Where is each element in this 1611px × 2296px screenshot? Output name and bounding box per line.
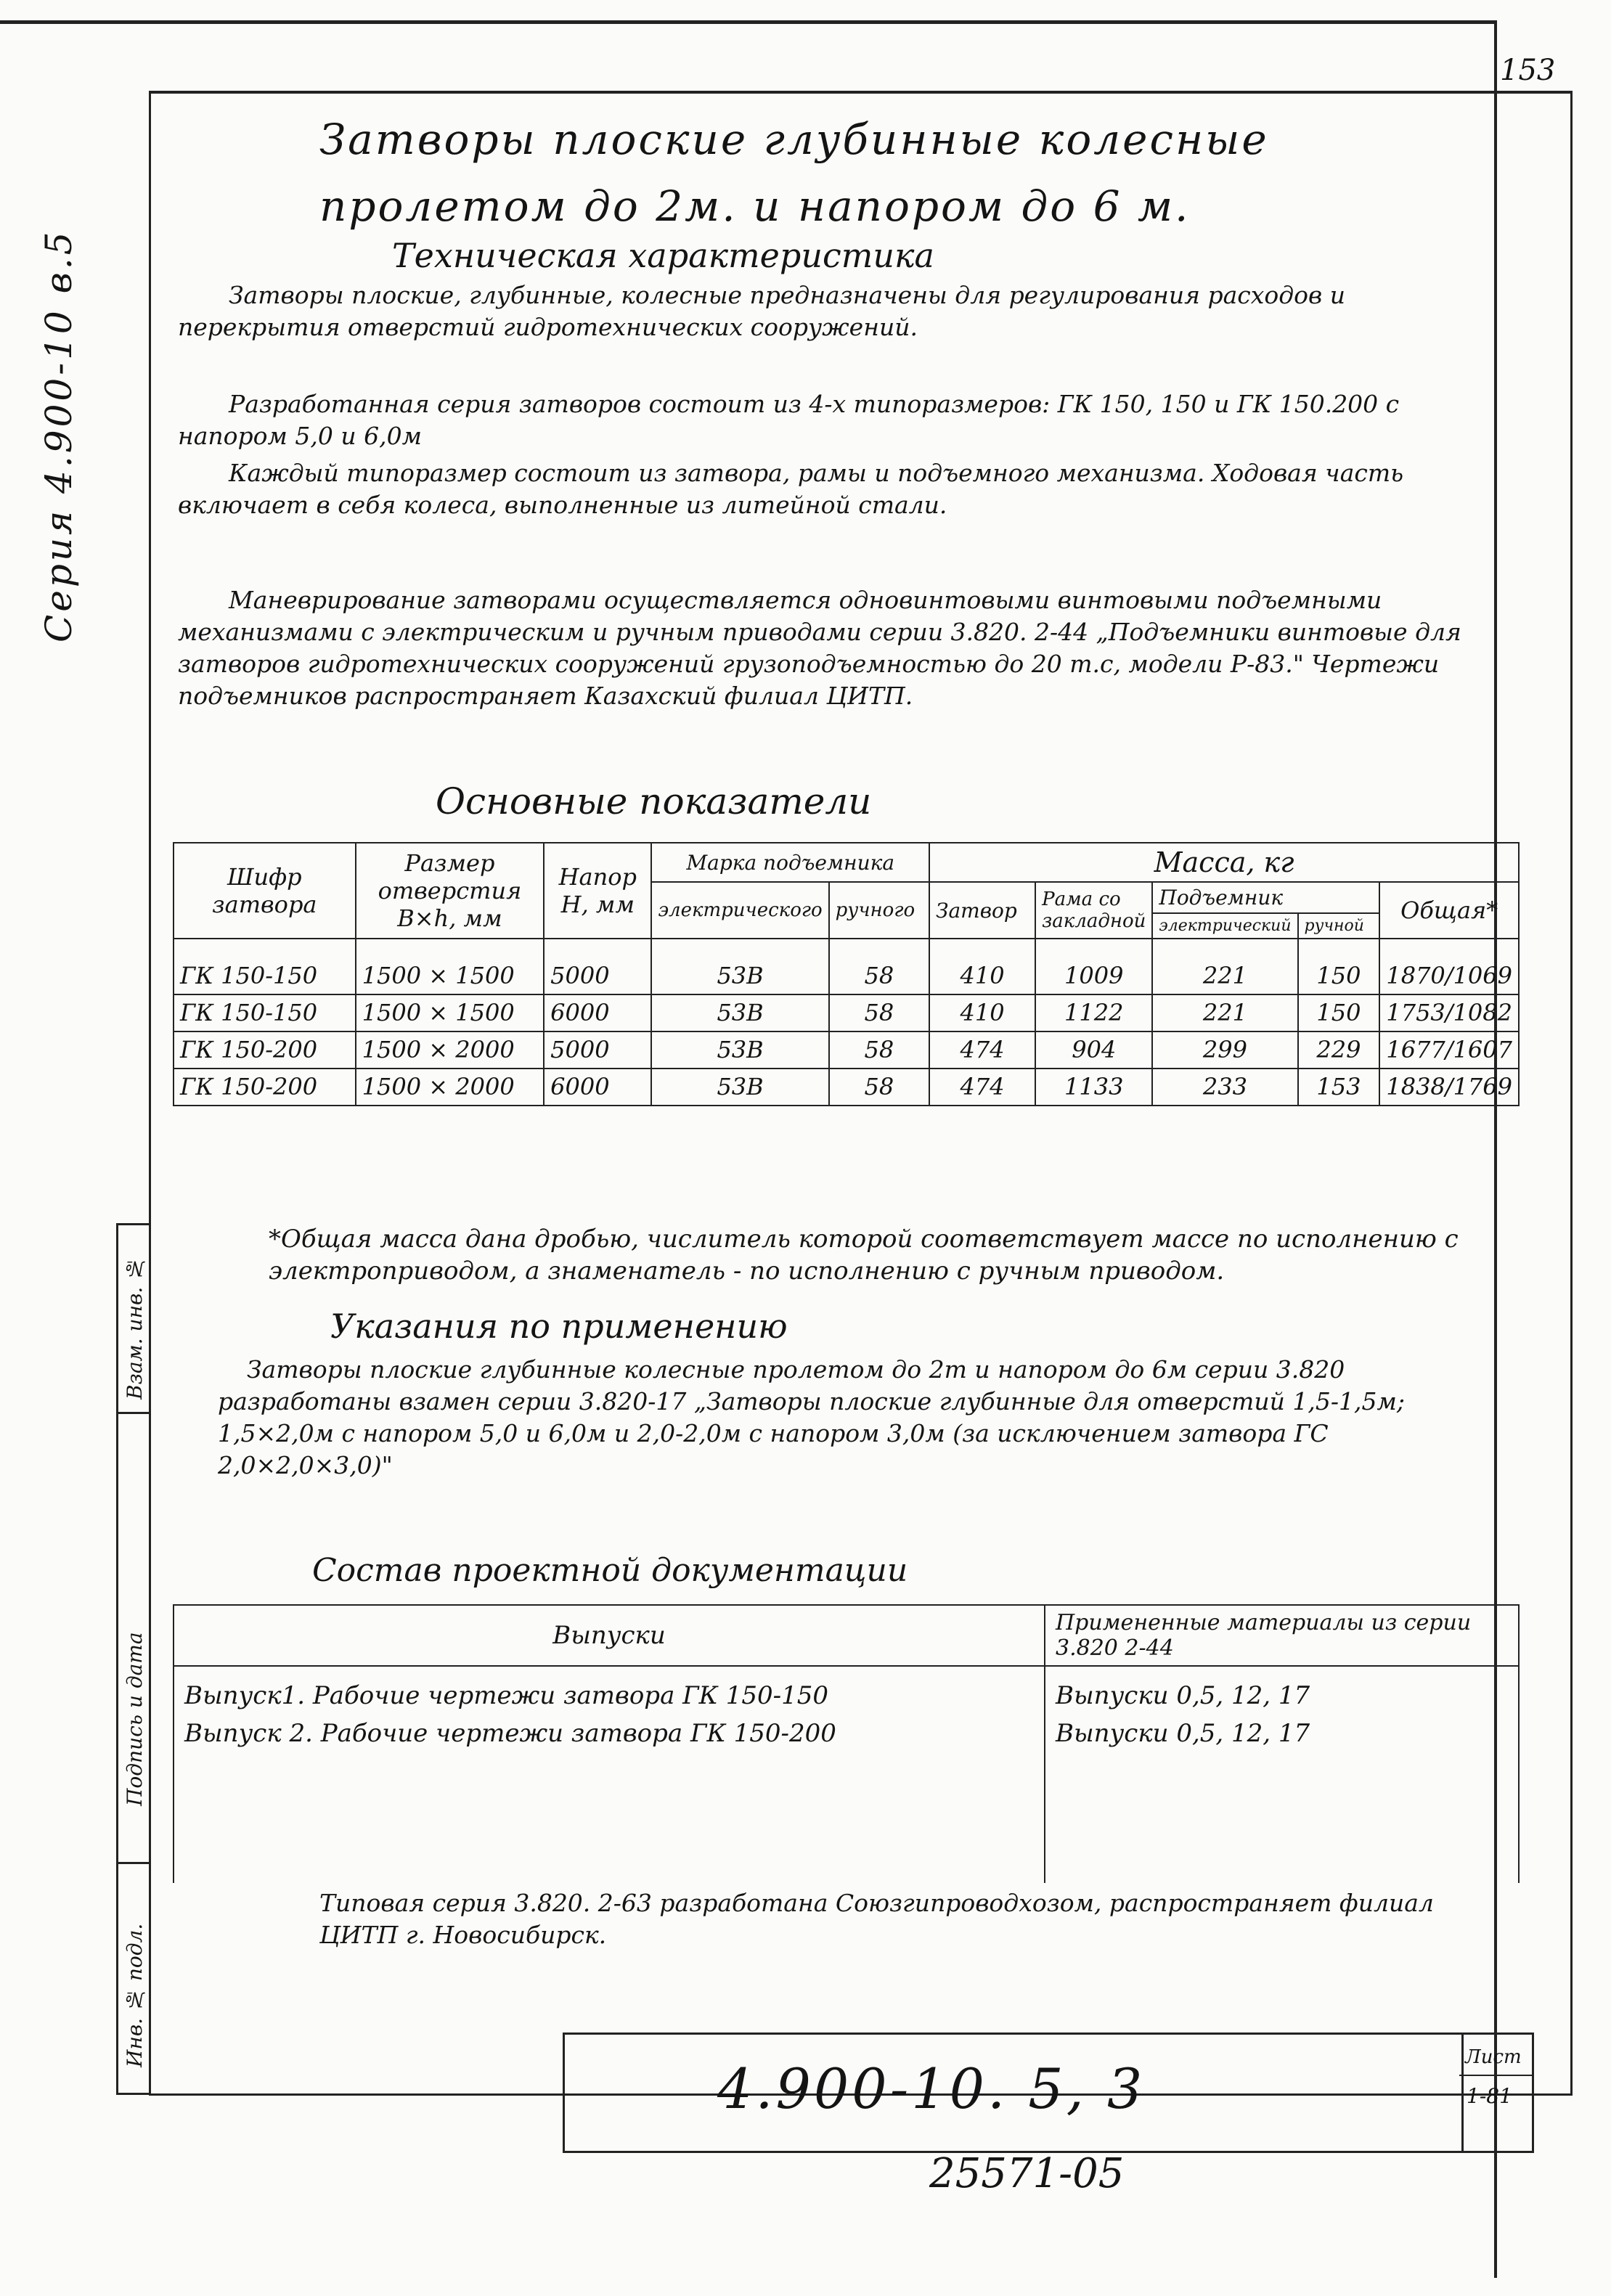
col-marka: Марка подъемника: [651, 843, 929, 882]
paragraph-4: Маневрирование затворами осуществляется одновинтовыми винтовыми подъемными механизмами с электрическим и ручным приводами серии 3.820. 2-44 „Подъемники винтовые для затворов гидротехнических сооружений грузоподъемностью до 20 т.с, модели Р-83." Чертежи подъемников распространяет Казахский филиал ЦИТП.: [178, 586, 1461, 710]
side-label-podpis: Подпись и дата: [123, 1632, 147, 1806]
table-row: [174, 1069, 1519, 1106]
col-pod-ru: ручной: [1298, 913, 1380, 939]
cell: 1677/1607: [1379, 1031, 1519, 1069]
indicators-table: [173, 842, 1520, 1106]
cell: 221: [1152, 939, 1297, 994]
cell: 53В: [651, 994, 828, 1031]
tech-heading: Техническая характеристика: [392, 236, 934, 275]
cell: 229: [1298, 1031, 1380, 1069]
docs-row: [174, 1666, 1519, 1715]
cell: 58: [829, 994, 929, 1031]
cell: 1500 × 1500: [356, 939, 545, 994]
col-napor: Напор H, мм: [544, 843, 651, 939]
usage-text: Затворы плоские глубинные колесные пролетом до 2m и напором до 6м серии 3.820 разработаны взамен серии 3.820-17 „Затворы плоские глубинные для отверстий 1,5-1,5м; 1,5×2,0м с напором 5,0 и 6,0м и 2,0-2,0м с напором 3,0м (за исключением затвора ГС 2,0×2,0×3,0)": [218, 1355, 1405, 1479]
col-razmer: Размер отверстия B×h, мм: [356, 843, 545, 939]
table-row: [174, 994, 1519, 1031]
series-side-label: Серия 4.900-10 в.5: [38, 229, 80, 642]
docs-materials: Выпуски 0,5, 12, 17: [1045, 1715, 1519, 1883]
cell: 150: [1298, 994, 1380, 1031]
table-row: [174, 939, 1519, 994]
paragraph-3: Каждый типоразмер состоит из затвора, рамы и подъемного механизма. Ходовая часть включает в себя колеса, выполненные из литейной стали.: [178, 459, 1404, 519]
docs-table: [173, 1604, 1520, 1883]
paragraph-1: Затворы плоские, глубинные, колесные предназначены для регулирования расходов и перекрытия отверстий гидротехнических сооружений.: [178, 281, 1345, 341]
col-zatvor: Затвор: [929, 882, 1035, 939]
cell: ГК 150-150: [174, 939, 356, 994]
title-block: [563, 2033, 1464, 2153]
title-block-sheet: [1459, 2033, 1534, 2153]
cell: 1500 × 1500: [356, 994, 545, 1031]
side-label-inv: Инв. № подл.: [123, 1923, 147, 2067]
table-row: [174, 1031, 1519, 1069]
paragraph-2: Разработанная серия затворов состоит из 4-х типоразмеров: ГК 150, 150 и ГК 150.200 с напором 5,0 и 6,0м: [178, 390, 1400, 450]
frame-top-border: [0, 20, 1496, 24]
cell: 6000: [544, 1069, 651, 1106]
cell: 221: [1152, 994, 1297, 1031]
cell: 1133: [1035, 1069, 1152, 1106]
cell: 410: [929, 994, 1035, 1031]
cell: ГК 150-150: [174, 994, 356, 1031]
col-shifr: Шифр затвора: [174, 843, 356, 939]
bottom-note: Типовая серия 3.820. 2-63 разработана Союзгипроводхозом, распространяет филиал ЦИТП г. Новосибирск.: [319, 1889, 1434, 1949]
col-rama: Рама со закладной: [1035, 882, 1152, 939]
sheet-number: 1-81: [1467, 2084, 1512, 2108]
docs-row: [174, 1715, 1519, 1883]
table-footnote: *Общая масса дана дробью, числитель которой соответствует массе по исполнению с электроприводом, а знаменатель - по исполнению с ручным приводом.: [269, 1225, 1459, 1286]
col-ruch: ручного: [829, 882, 929, 939]
cell: ГК 150-200: [174, 1031, 356, 1069]
indicators-heading: Основные показатели: [436, 780, 872, 822]
cell: 299: [1152, 1031, 1297, 1069]
cell: 5000: [544, 1031, 651, 1069]
cell: 1838/1769: [1379, 1069, 1519, 1106]
docs-heading: Состав проектной документации: [312, 1552, 908, 1589]
col-podem: Подъемник: [1152, 882, 1379, 913]
cell: 150: [1298, 939, 1380, 994]
cell: 53В: [651, 1069, 828, 1106]
col-massa: Масса, кг: [929, 843, 1519, 882]
cell: 58: [829, 939, 929, 994]
cell: 5000: [544, 939, 651, 994]
drawing-code: 4.900-10. 5, 3: [717, 2056, 1146, 2121]
side-stamp-strip: [116, 1223, 151, 2095]
docs-materials: Выпуски 0,5, 12, 17: [1045, 1666, 1519, 1715]
cell: 58: [829, 1069, 929, 1106]
cell: 153: [1298, 1069, 1380, 1106]
col-pod-el: электрический: [1152, 913, 1297, 939]
cell: 1500 × 2000: [356, 1069, 545, 1106]
cell: 58: [829, 1031, 929, 1069]
title-line-1: Затворы плоские глубинные колесные: [319, 115, 1269, 164]
col-elektr: электрического: [651, 882, 828, 939]
cell: 233: [1152, 1069, 1297, 1106]
cell: 1009: [1035, 939, 1152, 994]
docs-issue: Выпуск1. Рабочие чертежи затвора ГК 150-150: [174, 1666, 1045, 1715]
side-label-vzam: Взам. инв. №: [123, 1256, 147, 1400]
cell: 1870/1069: [1379, 939, 1519, 994]
usage-heading: Указания по применению: [330, 1307, 788, 1346]
cell: 1500 × 2000: [356, 1031, 545, 1069]
docs-header-right: Примененные материалы из серии 3.820 2-44: [1045, 1605, 1519, 1666]
cell: 53В: [651, 939, 828, 994]
cell: 1753/1082: [1379, 994, 1519, 1031]
title-line-2: пролетом до 2м. и напором до 6 м.: [319, 181, 1191, 231]
cell: 410: [929, 939, 1035, 994]
cell: ГК 150-200: [174, 1069, 356, 1106]
cell: 904: [1035, 1031, 1152, 1069]
sheet-label: Лист: [1465, 2046, 1522, 2068]
handwritten-number: 25571-05: [929, 2150, 1125, 2197]
cell: 53В: [651, 1031, 828, 1069]
cell: 474: [929, 1069, 1035, 1106]
cell: 474: [929, 1031, 1035, 1069]
docs-issue: Выпуск 2. Рабочие чертежи затвора ГК 150-200: [174, 1715, 1045, 1883]
page-number: 153: [1500, 54, 1556, 87]
col-total: Общая*: [1379, 882, 1519, 939]
docs-header-left: Выпуски: [174, 1605, 1045, 1666]
cell: 1122: [1035, 994, 1152, 1031]
cell: 6000: [544, 994, 651, 1031]
